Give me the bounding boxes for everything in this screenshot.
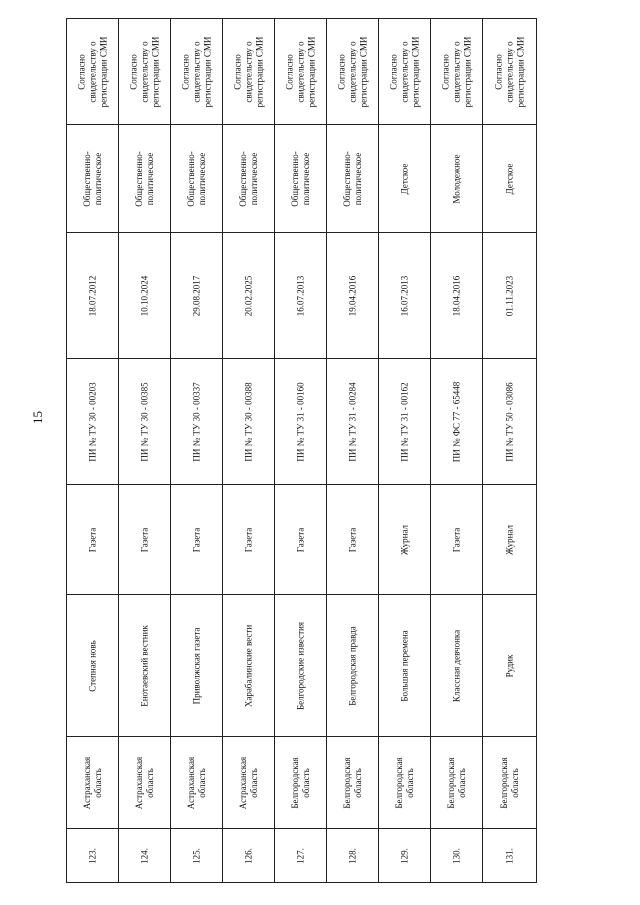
reg-no-cell — [379, 359, 431, 485]
theme-text: Общественно- политическое — [289, 150, 311, 207]
kind-cell — [171, 485, 223, 595]
number-cell — [431, 829, 483, 883]
region-cell — [483, 737, 537, 829]
reg-no-text: ПИ № ТУ 31 - 00160 — [295, 381, 305, 462]
date-cell — [327, 233, 379, 359]
region-row — [67, 737, 537, 829]
kind-text: Журнал — [504, 524, 514, 555]
kind-cell — [327, 485, 379, 595]
theme-cell — [119, 125, 171, 233]
reg-no-text: ПИ № ТУ 30 - 00203 — [87, 381, 97, 462]
theme-text: Молодежное — [451, 153, 461, 204]
title-row — [67, 595, 537, 737]
title-cell — [119, 595, 171, 737]
row-number: 128. — [347, 847, 357, 864]
row-number: 127. — [295, 847, 305, 864]
theme-cell — [379, 125, 431, 233]
title-text: Большая перемена — [399, 629, 409, 702]
theme-text: Общественно- политическое — [133, 150, 155, 207]
row-number: 123. — [87, 847, 97, 864]
theme-text: Общественно- политическое — [341, 150, 363, 207]
number-cell — [67, 829, 119, 883]
title-text: Белгородская правда — [347, 625, 357, 706]
theme-cell — [327, 125, 379, 233]
date-text: 19.04.2016 — [347, 275, 357, 316]
media-registry-table — [66, 18, 537, 883]
region-text: Астраханская область — [81, 756, 103, 809]
note-text: Согласно свидетельству о регистрации СМИ — [493, 36, 525, 107]
kind-cell — [431, 485, 483, 595]
reg-no-cell — [67, 359, 119, 485]
title-text: Белгородские известия — [295, 621, 305, 710]
theme-text: Детское — [399, 163, 409, 194]
date-cell — [67, 233, 119, 359]
region-cell — [431, 737, 483, 829]
row-number: 126. — [243, 847, 253, 864]
number-row — [67, 829, 537, 883]
note-text: Согласно свидетельству о регистрации СМИ — [336, 36, 368, 107]
theme-text: Общественно- политическое — [81, 150, 103, 207]
reg-no-row — [67, 359, 537, 485]
number-cell — [171, 829, 223, 883]
number-cell — [379, 829, 431, 883]
theme-text: Общественно- политическое — [237, 150, 259, 207]
region-text: Астраханская область — [185, 756, 207, 809]
title-cell — [67, 595, 119, 737]
note-text: Согласно свидетельству о регистрации СМИ — [128, 36, 160, 107]
date-text: 01.11.2023 — [504, 275, 514, 316]
note-cell — [171, 19, 223, 125]
title-cell — [223, 595, 275, 737]
kind-text: Газета — [451, 527, 461, 552]
kind-cell — [223, 485, 275, 595]
title-cell — [275, 595, 327, 737]
kind-text: Газета — [87, 527, 97, 552]
note-text: Согласно свидетельству о регистрации СМИ — [284, 36, 316, 107]
kind-cell — [379, 485, 431, 595]
note-cell — [379, 19, 431, 125]
region-cell — [171, 737, 223, 829]
reg-no-text: ПИ № ТУ 31 - 00284 — [347, 381, 357, 462]
title-cell — [327, 595, 379, 737]
date-cell — [379, 233, 431, 359]
theme-cell — [431, 125, 483, 233]
reg-no-text: ПИ № ТУ 30 - 00385 — [139, 381, 149, 462]
date-cell — [483, 233, 537, 359]
region-cell — [275, 737, 327, 829]
region-text: Астраханская область — [133, 756, 155, 809]
note-cell — [327, 19, 379, 125]
number-cell — [223, 829, 275, 883]
title-cell — [483, 595, 537, 737]
note-text: Согласно свидетельству о регистрации СМИ — [388, 36, 420, 107]
date-text: 29.08.2017 — [191, 275, 201, 316]
date-cell — [223, 233, 275, 359]
title-text: Приволжская газета — [191, 627, 201, 704]
date-row — [67, 233, 537, 359]
number-cell — [327, 829, 379, 883]
theme-cell — [67, 125, 119, 233]
note-cell — [119, 19, 171, 125]
title-cell — [171, 595, 223, 737]
kind-text: Газета — [243, 527, 253, 552]
note-text: Согласно свидетельству о регистрации СМИ — [232, 36, 264, 107]
kind-text: Газета — [191, 527, 201, 552]
kind-text: Журнал — [399, 524, 409, 555]
reg-no-text: ПИ № ТУ 30 - 00388 — [243, 381, 253, 462]
kind-cell — [483, 485, 537, 595]
note-cell — [275, 19, 327, 125]
date-text: 16.07.2013 — [399, 275, 409, 316]
date-text: 18.04.2016 — [451, 275, 461, 316]
row-number: 130. — [451, 847, 461, 864]
note-cell — [483, 19, 537, 125]
region-cell — [327, 737, 379, 829]
reg-no-text: ПИ № ТУ 31 - 00162 — [399, 381, 409, 462]
date-text: 10.10.2024 — [139, 275, 149, 316]
reg-no-cell — [431, 359, 483, 485]
region-text: Белгородская область — [393, 756, 415, 809]
reg-no-text: ПИ № ФС 77 - 65448 — [451, 381, 461, 462]
theme-text: Детское — [504, 163, 514, 194]
row-number: 131. — [504, 847, 514, 864]
note-cell — [223, 19, 275, 125]
reg-no-cell — [119, 359, 171, 485]
number-cell — [483, 829, 537, 883]
title-text: Рудик — [504, 654, 514, 677]
region-cell — [379, 737, 431, 829]
date-cell — [431, 233, 483, 359]
region-cell — [119, 737, 171, 829]
region-cell — [67, 737, 119, 829]
reg-no-cell — [275, 359, 327, 485]
theme-cell — [171, 125, 223, 233]
title-cell — [431, 595, 483, 737]
title-cell — [379, 595, 431, 737]
theme-cell — [275, 125, 327, 233]
kind-cell — [67, 485, 119, 595]
number-cell — [275, 829, 327, 883]
note-cell — [67, 19, 119, 125]
theme-text: Общественно- политическое — [185, 150, 207, 207]
row-number: 124. — [139, 847, 149, 864]
page-number: 15 — [30, 411, 45, 424]
title-text: Степная новь — [87, 639, 97, 692]
kind-text: Газета — [139, 527, 149, 552]
note-text: Согласно свидетельству о регистрации СМИ — [440, 36, 472, 107]
date-cell — [275, 233, 327, 359]
note-cell — [431, 19, 483, 125]
kind-cell — [275, 485, 327, 595]
region-text: Белгородская область — [445, 756, 467, 809]
region-text: Белгородская область — [341, 756, 363, 809]
kind-text: Газета — [347, 527, 357, 552]
kind-cell — [119, 485, 171, 595]
title-text: Енотаевский вестник — [139, 624, 149, 707]
note-text: Согласно свидетельству о регистрации СМИ — [76, 36, 108, 107]
reg-no-cell — [223, 359, 275, 485]
date-cell — [119, 233, 171, 359]
theme-row — [67, 125, 537, 233]
row-number: 125. — [191, 847, 201, 864]
reg-no-cell — [483, 359, 537, 485]
region-text: Белгородская область — [289, 756, 311, 809]
reg-no-cell — [327, 359, 379, 485]
reg-no-text: ПИ № ТУ 50 - 03086 — [504, 381, 514, 462]
region-text: Белгородская область — [498, 756, 520, 809]
theme-cell — [223, 125, 275, 233]
kind-text: Газета — [295, 527, 305, 552]
note-row — [67, 19, 537, 125]
region-cell — [223, 737, 275, 829]
region-text: Астраханская область — [237, 756, 259, 809]
row-number: 129. — [399, 847, 409, 864]
title-text: Классная девчонка — [451, 629, 461, 702]
reg-no-cell — [171, 359, 223, 485]
note-text: Согласно свидетельству о регистрации СМИ — [180, 36, 212, 107]
date-text: 18.07.2012 — [87, 275, 97, 316]
title-text: Харабалинские вести — [243, 624, 253, 707]
date-text: 16.07.2013 — [295, 275, 305, 316]
kind-row — [67, 485, 537, 595]
reg-no-text: ПИ № ТУ 30 - 00337 — [191, 381, 201, 462]
date-text: 20.02.2025 — [243, 275, 253, 316]
theme-cell — [483, 125, 537, 233]
date-cell — [171, 233, 223, 359]
number-cell — [119, 829, 171, 883]
